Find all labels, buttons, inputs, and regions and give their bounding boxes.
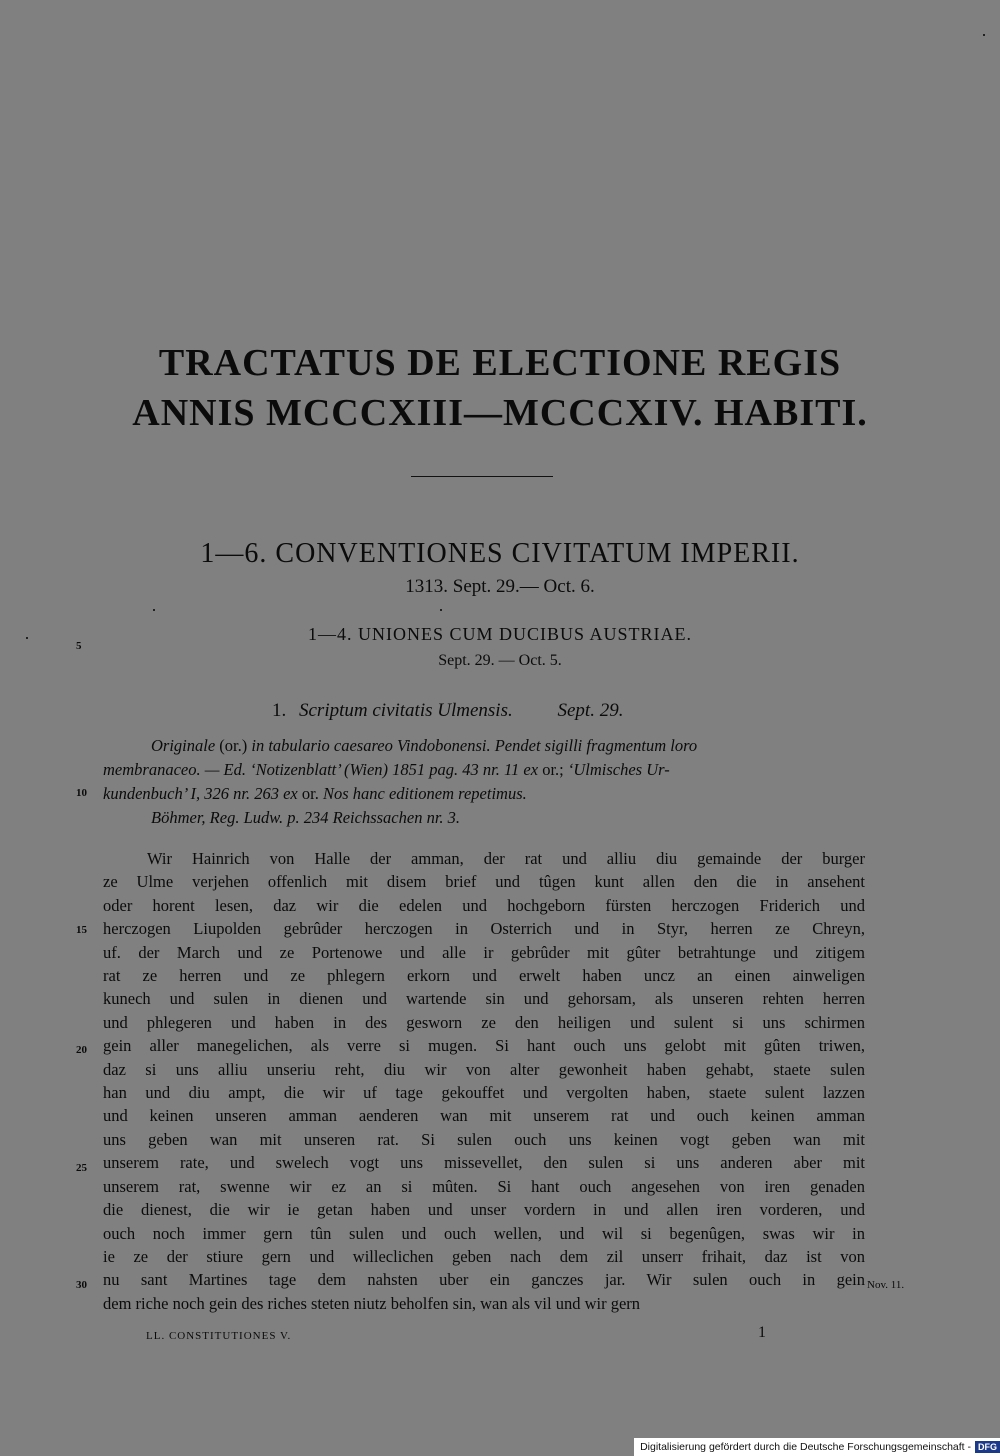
- scan-speck: [26, 637, 28, 639]
- text-line: rat ze herren und ze phlegern erkorn und erwelt haben uncz an einen ainweligen: [103, 966, 865, 986]
- title-rule: [411, 476, 553, 477]
- text-line: Wir Hainrich von Halle der amman, der rat und alliu diu gemainde der burger: [147, 849, 865, 868]
- line-number-30: 30: [76, 1279, 87, 1291]
- note-line: membranaceo. — Ed. ‘Notizenblatt’ (Wien) 1851 pag. 43 nr. 11 ex or.; ‘Ulmisches Ur-: [103, 760, 670, 779]
- section-heading: 1—6. CONVENTIONES CIVITATUM IMPERII.: [200, 538, 800, 569]
- line-number-10: 10: [76, 787, 87, 799]
- text-line: dem riche noch gein des riches steten niutz beholfen sin, wan als vil und wir gern: [103, 1293, 641, 1313]
- text-line: herczogen Liupolden gebrûder herczogen in Osterrich und in Styr, herren ze Chreyn,: [103, 919, 865, 939]
- digitization-notice: Digitalisierung gefördert durch die Deutsche Forschungsgemeinschaft -: [640, 1441, 971, 1453]
- document-body: [103, 847, 865, 1315]
- text-line: die dienest, die wir ie getan haben und unser vordern in und allen iren vorderen, und: [103, 1200, 865, 1220]
- text-line: daz si uns alliu unseriu reht, diu wir von alter gewonheit haben gehabt, staete sulen: [103, 1059, 865, 1079]
- text-line: oder horent lesen, daz wir die edelen und hochgeborn fürsten herczogen Friderich und: [103, 895, 865, 915]
- document-date: Sept. 29.: [557, 700, 624, 721]
- note-line: kundenbuch’ I, 326 nr. 263 ex or. Nos hanc editionem repetimus.: [103, 784, 527, 803]
- note-line: Originale (or.) in tabulario caesareo Vindobonensi. Pendet sigilli fragmentum loro: [151, 736, 698, 755]
- line-number-15: 15: [76, 924, 87, 936]
- text-line: han und diu ampt, die wir uf tage gekouffet und vergolten haben, staete sulent lazzen: [103, 1083, 865, 1103]
- page-title: [0, 338, 1000, 438]
- text-line: unserem rat, swenne wir ez an si mûten. Si hant ouch angesehen von iren genaden: [103, 1176, 865, 1196]
- scan-speck: [153, 609, 155, 611]
- line-number-5: 5: [76, 640, 82, 652]
- page-number: 1: [758, 1324, 766, 1341]
- text-line: und phlegeren und haben in des gesworn ze den heiligen und sulent si uns schirmen: [103, 1012, 865, 1032]
- document-number: 1.: [272, 700, 287, 721]
- digitization-bar: [634, 1438, 1000, 1456]
- text-line: kunech und sulen in dienen und wartende sin und gehorsam, als unseren rehten herren: [103, 989, 865, 1009]
- scan-speck: [440, 609, 442, 611]
- text-line: uns geben wan mit unseren rat. Si sulen ouch uns keinen vogt geben wan mit: [103, 1129, 865, 1149]
- line-number-20: 20: [76, 1044, 87, 1056]
- note-line: Böhmer, Reg. Ludw. p. 234 Reichssachen nr. 3.: [151, 808, 461, 827]
- dfg-logo-icon: DFG: [975, 1441, 1000, 1453]
- line-number-25: 25: [76, 1162, 87, 1174]
- document-title-text: Scriptum civitatis Ulmensis.: [299, 700, 513, 721]
- text-line: ie ze der stiure gern und willeclichen geben nach dem zil unserr frihait, daz ist von: [103, 1246, 865, 1266]
- document-title: [272, 700, 623, 722]
- text-line: ze Ulme verjehen offenlich mit disem brief und tûgen kunt allen den die in ansehent: [103, 872, 865, 892]
- text-line: und keinen unseren amman aenderen wan mit unserem rat und ouch keinen amman: [103, 1106, 865, 1126]
- text-line: ouch noch immer gern tûn sulen und ouch wellen, und wil si begenûgen, swas wir in: [103, 1223, 865, 1243]
- text-line: gein aller manegelichen, als verre si mugen. Si hant ouch uns gelobt mit gûten triwen,: [103, 1036, 865, 1056]
- title-line-1: TRACTATUS DE ELECTIONE REGIS: [158, 342, 842, 384]
- editorial-notes: [103, 734, 865, 830]
- subsection-heading: 1—4. UNIONES CUM DUCIBUS AUSTRIAE.: [307, 624, 693, 644]
- text-line: nu sant Martines tage dem nahsten uber ein ganczes jar. Wir sulen ouch in gein: [103, 1270, 865, 1290]
- margin-date-note: Nov. 11.: [867, 1279, 905, 1291]
- text-line: uf. der March und ze Portenowe und alle ir gebrûder mit gûter betrahtunge und zitigem: [103, 942, 865, 962]
- scan-speck: [983, 34, 985, 36]
- title-line-2: ANNIS MCCCXIII—MCCCXIV. HABITI.: [132, 392, 868, 434]
- text-line: unserem rate, und swelech vogt uns missevellet, den sulen si uns anderen aber mit: [103, 1153, 865, 1173]
- footer-series: LL. CONSTITUTIONES V.: [146, 1330, 292, 1342]
- subsection-date: Sept. 29. — Oct. 5.: [438, 652, 562, 669]
- section-date: 1313. Sept. 29.— Oct. 6.: [405, 576, 595, 597]
